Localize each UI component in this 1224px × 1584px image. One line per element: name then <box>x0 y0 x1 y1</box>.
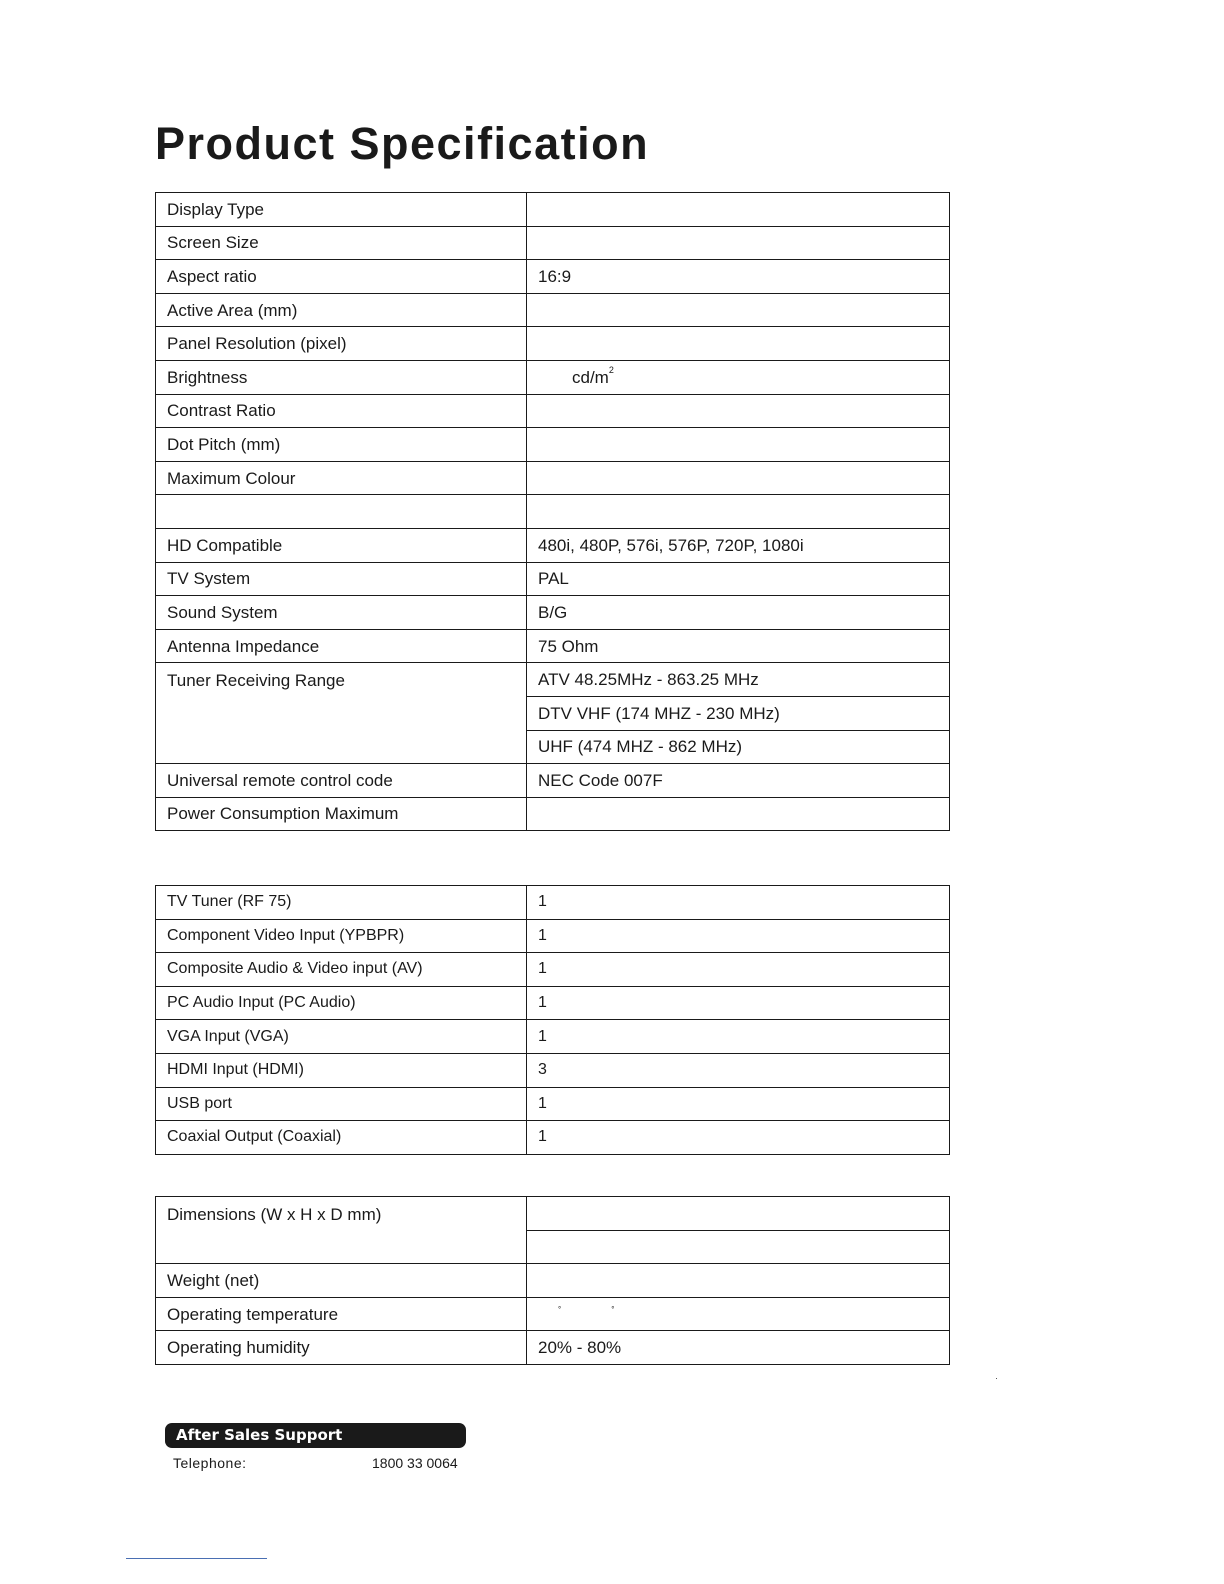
spec-value: NEC Code 007F <box>527 764 950 798</box>
spec-label: Brightness <box>156 360 527 394</box>
spec-label: Antenna Impedance <box>156 629 527 663</box>
spec-value <box>527 193 950 227</box>
spec-value <box>527 293 950 327</box>
spec-value <box>527 797 950 831</box>
spec-label: Active Area (mm) <box>156 293 527 327</box>
spec-value: 75 Ohm <box>527 629 950 663</box>
table-row <box>156 663 950 697</box>
table-row <box>156 919 950 953</box>
spec-label: Display Type <box>156 193 527 227</box>
stray-dot <box>996 1378 997 1379</box>
telephone-label: Telephone: <box>173 1455 247 1471</box>
spec-label: Operating humidity <box>156 1331 527 1365</box>
spec-value: B/G <box>527 596 950 630</box>
spec-value <box>527 327 950 361</box>
table-row <box>156 1121 950 1155</box>
spec-value <box>527 461 950 495</box>
spec-value <box>527 495 950 529</box>
spec-value: 16:9 <box>527 260 950 294</box>
spec-label: Screen Size <box>156 226 527 260</box>
table-row <box>156 1331 950 1365</box>
temperature-value <box>527 1297 950 1331</box>
brightness-unit: cd/m <box>572 367 609 387</box>
table-row <box>156 596 950 630</box>
table-row <box>156 1087 950 1121</box>
spec-value: 1 <box>527 1020 950 1054</box>
spec-value: DTV VHF (174 MHZ - 230 MHz) <box>527 696 950 730</box>
spec-label: Power Consumption Maximum <box>156 797 527 831</box>
spec-label: HDMI Input (HDMI) <box>156 1053 527 1087</box>
spec-label: Dimensions (W x H x D mm) <box>156 1197 527 1264</box>
spec-value: 1 <box>527 1121 950 1155</box>
spec-label: Tuner Receiving Range <box>156 663 527 764</box>
spec-label <box>156 495 527 529</box>
page-title: Product Specification <box>155 118 650 169</box>
table-row <box>156 1264 950 1298</box>
spec-label: Universal remote control code <box>156 764 527 798</box>
table-row <box>156 327 950 361</box>
display-spec-table <box>155 192 950 831</box>
table-row <box>156 193 950 227</box>
table-row <box>156 528 950 562</box>
spec-label: Operating temperature <box>156 1297 527 1331</box>
spec-label: Coaxial Output (Coaxial) <box>156 1121 527 1155</box>
spec-value: 1 <box>527 986 950 1020</box>
spec-label: USB port <box>156 1087 527 1121</box>
spec-value: 480i, 480P, 576i, 576P, 720P, 1080i <box>527 528 950 562</box>
table-row <box>156 562 950 596</box>
spec-value: 20% - 80% <box>527 1331 950 1365</box>
spec-value <box>527 1197 950 1231</box>
table-row <box>156 260 950 294</box>
table-row <box>156 293 950 327</box>
spec-value <box>527 428 950 462</box>
table-row <box>156 495 950 529</box>
table-row <box>156 428 950 462</box>
telephone-number: 1800 33 0064 <box>372 1455 458 1471</box>
table-row <box>156 629 950 663</box>
spec-label: Dot Pitch (mm) <box>156 428 527 462</box>
table-row <box>156 1297 950 1331</box>
degree-mark: ° <box>558 1304 562 1314</box>
spec-value: 3 <box>527 1053 950 1087</box>
spec-value: 1 <box>527 886 950 920</box>
spec-label: TV System <box>156 562 527 596</box>
spec-value <box>527 1264 950 1298</box>
table-row <box>156 886 950 920</box>
spec-label: Aspect ratio <box>156 260 527 294</box>
brightness-value <box>527 360 950 394</box>
spec-label: VGA Input (VGA) <box>156 1020 527 1054</box>
physical-spec-table <box>155 1196 950 1365</box>
spec-value <box>527 226 950 260</box>
after-sales-support-heading: After Sales Support <box>165 1423 466 1448</box>
footer-rule <box>126 1558 267 1559</box>
table-row <box>156 986 950 1020</box>
table-row <box>156 360 950 394</box>
spec-value: 1 <box>527 919 950 953</box>
table-row <box>156 797 950 831</box>
table-row <box>156 1020 950 1054</box>
spec-value: 1 <box>527 953 950 987</box>
spec-value <box>527 1230 950 1264</box>
spec-value <box>527 394 950 428</box>
spec-value: UHF (474 MHZ - 862 MHz) <box>527 730 950 764</box>
spec-label: Weight (net) <box>156 1264 527 1298</box>
spec-label: TV Tuner (RF 75) <box>156 886 527 920</box>
table-row <box>156 1197 950 1231</box>
spec-label: PC Audio Input (PC Audio) <box>156 986 527 1020</box>
spec-label: Component Video Input (YPBPR) <box>156 919 527 953</box>
spec-label: Panel Resolution (pixel) <box>156 327 527 361</box>
unit-superscript: 2 <box>608 364 614 375</box>
spec-value: 1 <box>527 1087 950 1121</box>
spec-label: Contrast Ratio <box>156 394 527 428</box>
table-row <box>156 461 950 495</box>
spec-value: PAL <box>527 562 950 596</box>
spec-value: ATV 48.25MHz - 863.25 MHz <box>527 663 950 697</box>
table-row <box>156 226 950 260</box>
io-spec-table <box>155 885 950 1155</box>
spec-label: Maximum Colour <box>156 461 527 495</box>
table-row <box>156 1053 950 1087</box>
table-row <box>156 394 950 428</box>
table-row <box>156 764 950 798</box>
spec-label: HD Compatible <box>156 528 527 562</box>
spec-label: Composite Audio & Video input (AV) <box>156 953 527 987</box>
table-row <box>156 953 950 987</box>
spec-label: Sound System <box>156 596 527 630</box>
degree-mark: ° <box>611 1304 615 1314</box>
